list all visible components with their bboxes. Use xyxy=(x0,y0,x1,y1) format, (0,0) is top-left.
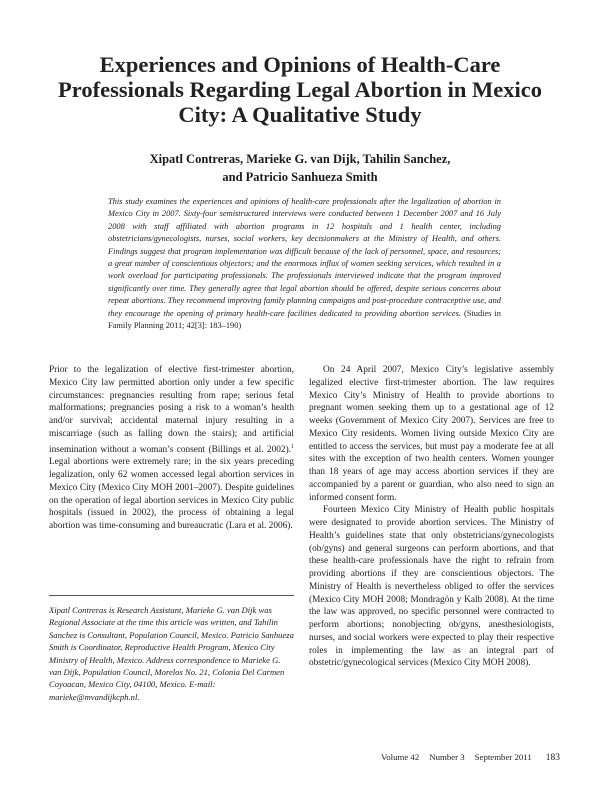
footer-date: September 2011 xyxy=(474,752,532,762)
paragraph-text-a: Prior to the legalization of elective first-trimester abortion, Mexico City law permitted abortion only under a few specific circumstances: pregnancies resulting from rape; serious fetal malformations; pregnancies posing a risk to a woman’s health and/or survival; accidental maternal injury resulting in a miscarriage (such as falling down the stairs); and artificial insemination without a woman’s consent (Billings et al. 2002). xyxy=(49,365,294,455)
paragraph-text-b: Legal abortions were extremely rare; in the six years preceding legalization, only 62 women accessed legal abortion services in Mexico City (Mexico City MOH 2001–2007). Despite guidelines on the operation of legal abortion services in Mexico City public hospitals (issued in 2002), the process of obtaining a legal abortion was time-consuming and bureaucratic (Lara et al. 2006). xyxy=(49,457,294,532)
paragraph: Fourteen Mexico City Ministry of Health public hospitals were designated to provide abortion services. The Ministry of Health’s guidelines state that only obstetricians/gynecologists (ob/gyns) and general surgeons can perform abortions, and that these health-care professionals have the right to refrain from providing abortions if they are conscientious objectors. The Ministry of Health is nevertheless obliged to offer the services (Mexico City MOH 2008; Mondragón y Kalb 2008). At the time the law was approved, no specific personnel were contracted to perform abortions; nonobjecting ob/gyns, anesthesiologists, nurses, and social workers were expected to play their respective roles in implementing the law as an integral part of obstetric/gynecological services (Mexico City MOH 2008). xyxy=(309,505,554,669)
author-list xyxy=(40,150,560,186)
abstract-text: This study examines the experiences and opinions of health-care professionals after the legalization of abortion in Mexico City in 2007. Sixty-four semistructured interviews were conducted between 1 December 2007 and 16 July 2008 with staff affiliated with abortion programs in 12 hospitals and 1 health center, including obstetricians/gynecologists, nurses, social workers, key decisionmakers at the Ministry of Health, and others. Findings suggest that program implementation was difficult because of the lack of personnel, space, and resources; a great number of conscientious objectors; and the enormous influx of women seeking services, which resulted in a work overload for participating professionals. The professionals interviewed indicate that the program improved significantly over time. They generally agree that legal abortion should be offered, despite serious concerns about repeat abortions. They recommend improving family planning campaigns and post-procedure contraceptive use, and they encourage the opening of primary health-care facilities dedicated to providing abortion services. xyxy=(108,197,501,318)
abstract-citation: (Studies in Family Planning 2011; 42[3]: 183–190) xyxy=(108,308,501,331)
paragraph: On 24 April 2007, Mexico City’s legislative assembly legalized elective first-trimester abortion. The law requires Mexico City’s Ministry of Health to provide abortions to pregnant women seeking them up to a gestational age of 12 weeks (Government of Mexico City 2007). Services are free to Mexico City residents. Women living outside Mexico City are entitled to access the services, but must pay a moderate fee at all sites with the exception of two health centers. Women younger than 18 years of age may access abortion services if they are accompanied by a parent or guardian, who also need to sign an informed consent form. xyxy=(309,365,554,503)
footnote-marker: 1 xyxy=(291,443,294,450)
footnote-divider xyxy=(49,595,294,596)
authors-line-2: and Patricio Sanhueza Smith xyxy=(222,170,378,184)
footer-volume: Volume 42 xyxy=(381,752,420,762)
body-column-left xyxy=(49,364,294,533)
page-number: 183 xyxy=(545,753,560,763)
author-affiliation-note: Xipatl Contreras is Research Assistant, Marieke G. van Dijk was Regional Associate at the time this article was written, and Tahilin Sanchez is Consultant, Population Council, Mexico. Patricio Sanhueza Smith is Coordinator, Reproductive Health Program, Mexico City Ministry of Health, Mexico. Address correspondence to Marieke G. van Dijk, Population Council, Morelos No. 21, Colonia Del Carmen Coyoacan, Mexico City, 04100, Mexico. E-mail: marieke@mvandijkcph.nl. xyxy=(49,605,294,702)
article-title: Experiences and Opinions of Health-Care Professionals Regarding Legal Abortion in Mexico City: A Qualitative Study xyxy=(58,52,542,127)
footer-number: Number 3 xyxy=(429,752,465,762)
page-footer xyxy=(381,752,560,763)
abstract xyxy=(108,196,501,332)
body-column-right xyxy=(309,364,554,670)
authors-line-1: Xipatl Contreras, Marieke G. van Dijk, Tahilin Sanchez, xyxy=(149,152,451,166)
paragraph xyxy=(49,364,294,533)
